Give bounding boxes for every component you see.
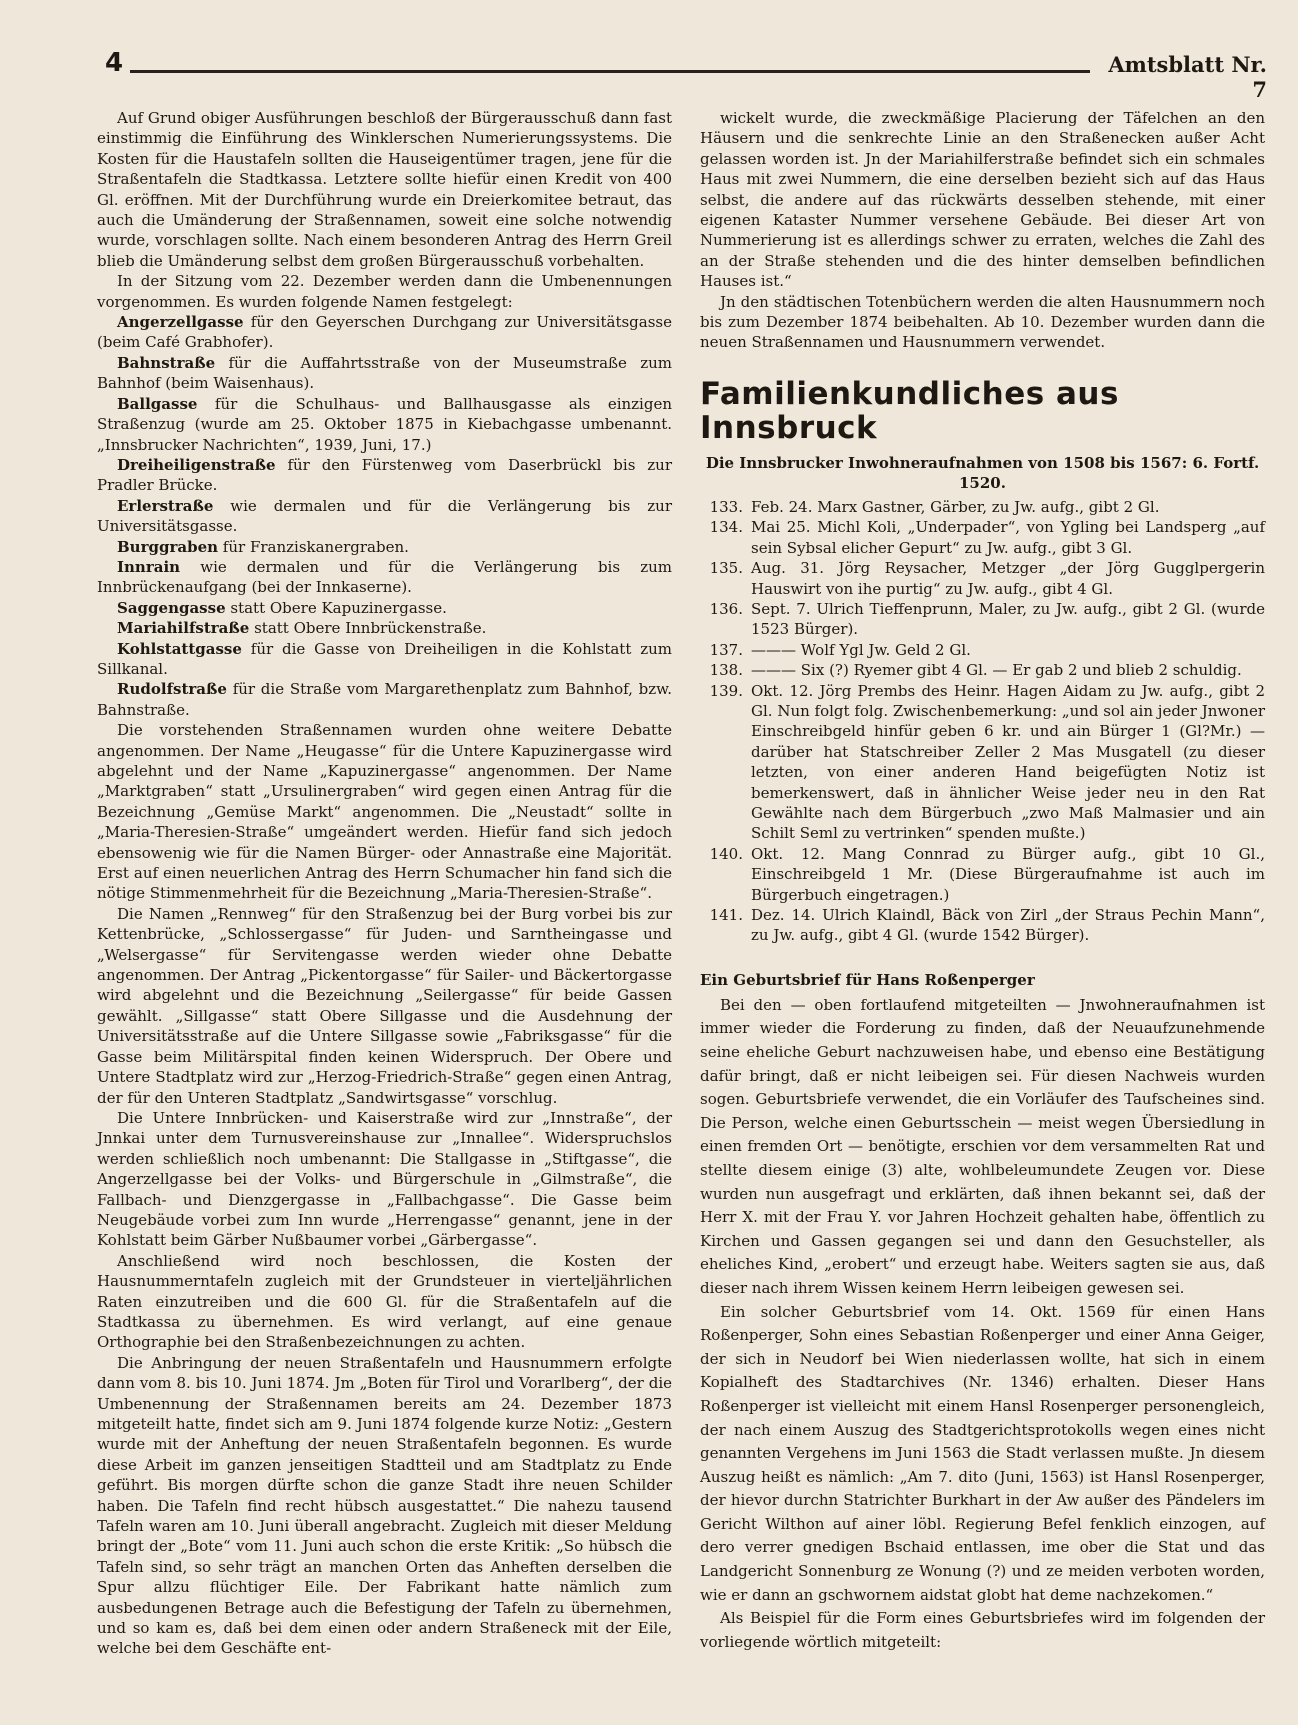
street-description: für die Schulhaus- und Ballhausgasse als einzigen Straßenzug (wurde am 25. Oktober 1875 in Kiebachgasse umbenannt. „Innsbrucker Nachrichten“, 1939, Juni, 17.): [97, 394, 672, 454]
section-subtitle: Die Innsbrucker Inwohneraufnahmen von 1508 bis 1567: 6. Fortf. 1520.: [705, 453, 1260, 492]
body-paragraph: Jn den städtischen Totenbüchern werden die alten Hausnummern noch bis zum Dezember 1874 beibehalten. Ab 10. Dezember wurden dann die neuen Straßennamen und Hausnummern verwendet.: [700, 292, 1265, 352]
intro-paragraph: In der Sitzung vom 22. Dezember werden dann die Umbenennungen vorgenommen. Es wurden folgende Namen festgelegt:: [97, 272, 672, 311]
entry-number: 138.: [709, 661, 743, 680]
entry-text: ——— Wolf Ygl Jw. Geld 2 Gl.: [751, 640, 971, 659]
street-name: Bahnstraße: [117, 353, 216, 372]
entry-number: 133.: [709, 497, 743, 516]
street-name: Burggraben: [117, 537, 219, 556]
street-description: statt Obere Innbrückenstraße.: [249, 619, 487, 638]
street-entry: [97, 598, 672, 618]
section-title: Familienkundliches aus Innsbruck: [700, 375, 1119, 446]
body-paragraph: Bei den — oben fortlaufend mitgeteilten — Jnwohneraufnahmen ist immer wieder die Forderung zu finden, daß der Neuaufzunehmende seine eheliche Geburt nachzuweisen habe, und ebenso eine Bestätigung dafür bringt, daß er nicht leibeigen sei. Für diesen Nachweis wurden sogen. Geburtsbriefe verwendet, die ein Vorläufer des Taufscheines sind. Die Person, welche einen Geburtsschein — meist wegen Übersiedlung in einen fremden Ort — benötigte, erschien vor dem versammelten Rat und stellte diesem einige (3) alte, wohlbeleumundete Zeugen vor. Diese wurden nun ausgefragt und erklärten, daß ihnen bekannt sei, daß der Herr X. mit der Frau Y. vor Jahren Hochzeit gehalten habe, öffentlich zu Kirchen und Gassen gegangen sei und dann den Gesuchsteller, als eheliches Kind, „erobert“ und erzeugt habe. Weiters sagten sie aus, daß dieser nach ihrem Wissen keinem Herrn leibeigen gewesen sei.: [700, 995, 1265, 1297]
entry-text: Okt. 12. Jörg Prembs des Heinr. Hagen Aidam zu Jw. aufg., gibt 2 Gl. Nun folgt folg. Zwischenbemerkung: „und sol ain jeder Jnwoner Einschreibgeld hinfür geben 6 kr. und ain Bürger 1 (Gl?Mr.) — darüber hat Statschreiber Zeller 2 Mas Musgatell (zu dieser letzten, von einer anderen Hand beigefügten Notiz ist bemerkenswert, daß in ähnlicher Weise jeder neu in den Rat Gewählte nach dem Bürgerbuch „zwo Maß Malmasier und ain Schilt Seml zu vertrinken“ spenden mußte.): [751, 681, 1265, 843]
entry-text: Dez. 14. Ulrich Klaindl, Bäck von Zirl „der Straus Pechin Mann“, zu Jw. aufg., gibt 4 Gl. (wurde 1542 Bürger).: [751, 906, 1265, 945]
street-description: für die Straße vom Margarethenplatz zum Bahnhof, bzw. Bahnstraße.: [97, 680, 672, 719]
street-description: für den Fürstenweg vom Daserbrückl bis zur Pradler Brücke.: [97, 455, 672, 495]
entry-number: 136.: [709, 599, 743, 618]
entry-number: 134.: [709, 518, 743, 537]
body-paragraph: wickelt wurde, die zweckmäßige Placierung der Täfelchen an den Häusern und die senkrechte Linie an den Straßenecken außer Acht gelassen worden ist. Jn der Mariahilferstraße befindet sich ein schmales Haus mit zwei Nummern, die eine derselben bezieht sich auf das Haus selbst, die andere auf das rückwärts desselben stehende, mit einer eigenen Kataster Nummer versehene Gebäude. Bei dieser Art von Nummerierung ist es allerdings schwer zu erraten, welches die Zahl des an der Straße stehenden und die des hinter demselben befindlichen Hauses ist.“: [700, 109, 1265, 291]
body-paragraph: Die Namen „Rennweg“ für den Straßenzug bei der Burg vorbei bis zur Kettenbrücke, „Schlossergasse“ für Juden- und Sarntheingasse und „Welsergasse“ für Servitengasse werden wieder ohne Debatte angenommen. Der Antrag „Pickentorgasse“ für Sailer- und Bäckertorgasse wird abgelehnt und die Bezeichnung „Seilergasse“ für beide Gassen gewählt. „Sillgasse“ statt Obere Sillgasse und die Ausdehnung der Universitätsstraße auf die Untere Sillgasse sowie „Fabriksgasse“ für die Gasse beim Militärspital finden keinen Widerspruch. Der Obere und Untere Stadtplatz wird zur „Herzog-Friedrich-Straße“ gegen einen Antrag, der für den Unteren Stadtplatz „Sandwirtsgasse“ vorschlug.: [97, 904, 672, 1107]
entry-text: Feb. 24. Marx Gastner, Gärber, zu Jw. aufg., gibt 2 Gl.: [751, 497, 1160, 516]
street-name: Mariahilfstraße: [117, 619, 250, 638]
entry-number: 139.: [709, 681, 743, 700]
street-description: für die Auffahrtsstraße von der Museumstraße zum Bahnhof (beim Waisenhaus).: [97, 353, 672, 393]
entry-text: Okt. 12. Mang Connrad zu Bürger aufg., gibt 10 Gl., Einschreibgeld 1 Mr. (Diese Bürgeraufnahme ist auch im Bürgerbuch eingetragen.): [751, 844, 1265, 904]
body-paragraph: Ein solcher Geburtsbrief vom 14. Okt. 1569 für einen Hans Roßenperger, Sohn eines Sebastian Roßenperger und einer Anna Geiger, der sich in Neudorf bei Wien niederlassen wollte, hat sich in einem Kopialheft des Stadtarchives (Nr. 1346) erhalten. Dieser Hans Roßenperger ist vielleicht mit einem Hansl Rosenperger personengleich, der nach einem Auszug des Stadtgerichtsprotokolls wegen eines nicht genannten Vergehens im Juni 1563 die Stadt verlassen mußte. Jn diesem Auszug heißt es nämlich: „Am 7. dito (Juni, 1563) ist Hansl Rosenperger, der hievor durchn Statrichter Burkhart in der Aw außer des Pändelers im Gericht Wilthon auf ainer löbl. Regierung Befel fenklich einzogen, auf dero verrer gnedigen Bschaid entlassen, ime ober die Stat und das Landgericht Sonnenburg ze Wonung (?) und ze meiden verboten worden, wie er dann an gschwornem aidstat globt hat deme nachzekomen.“: [700, 1302, 1265, 1604]
entry-text: ——— Six (?) Ryemer gibt 4 Gl. — Er gab 2 und blieb 2 schuldig.: [751, 661, 1242, 680]
entry-text: Mai 25. Michl Koli, „Underpader“, von Ygling bei Landsperg „auf sein Sybsal elicher Gepurt“ zu Jw. aufg., gibt 3 Gl.: [751, 518, 1265, 557]
publication-title: Amtsblatt Nr. 7: [1108, 52, 1267, 102]
birth-letter-heading: Ein Geburtsbrief für Hans Roßenperger: [700, 970, 1035, 989]
entry-text: Sept. 7. Ulrich Tieffenprunn, Maler, zu Jw. aufg., gibt 2 Gl. (wurde 1523 Bürger).: [751, 599, 1265, 639]
entry-number: 137.: [709, 640, 743, 659]
register-entry: [700, 640, 1265, 660]
register-entry: [700, 558, 1265, 599]
street-name: Saggengasse: [117, 598, 226, 617]
register-entry: [700, 517, 1265, 558]
header-rule: [130, 70, 1090, 73]
register-entry: [700, 599, 1265, 640]
entry-number: 140.: [709, 844, 743, 863]
street-description: für den Geyerschen Durchgang zur Universitätsgasse (beim Café Grabhofer).: [97, 313, 672, 352]
street-entry: [97, 639, 672, 680]
street-description: für Franziskanergraben.: [218, 537, 409, 556]
street-entry: [97, 618, 672, 638]
street-entry: [97, 679, 672, 720]
entry-number: 141.: [709, 906, 743, 924]
intro-paragraph: Auf Grund obiger Ausführungen beschloß der Bürgerausschuß dann fast einstimmig die Einführung des Winklerschen Numerierungssystems. Die Kosten für die Haustafeln sollten die Hauseigentümer tragen, jene für die Straßentafeln die Stadtkassa. Letztere sollte hiefür einen Kredit von 400 Gl. eröffnen. Mit der Durchführung wurde ein Dreierkomitee betraut, das auch die Umänderung der Straßennamen, soweit eine solche notwendig wurde, vorschlagen sollte. Nach einem besonderen Antrag des Herrn Greil blieb die Umänderung selbst dem großen Bürgerausschuß vorbehalten.: [97, 109, 672, 270]
body-paragraph: Die Anbringung der neuen Straßentafeln und Hausnummern erfolgte dann vom 8. bis 10. Juni 1874. Jm „Boten für Tirol und Vorarlberg“, der die Umbenennung der Straßennamen bereits am 24. Dezember 1873 mitgeteilt hatte, findet sich am 9. Juni 1874 folgende kurze Notiz: „Gestern wurde mit der Anheftung der neuen Straßentafeln begonnen. Es wurde diese Arbeit im ganzen jenseitigen Stadtteil und am Stadtplatz zu Ende geführt. Bis morgen dürfte schon die ganze Stadt ihre neuen Schilder haben. Die Tafeln find recht hübsch ausgestattet.“ Die nahezu tausend Tafeln waren am 10. Juni überall angebracht. Zugleich mit dieser Meldung bringt der „Bote“ vom 11. Juni auch schon die erste Kritik: „So hübsch die Tafeln sind, so sehr trägt an manchen Orten das Anheften derselben die Spur allzu flüchtiger Eile. Der Fabrikant hatte nämlich zum ausbedungenen Betrage auch die Befestigung der Tafeln zu übernehmen, und so kam es, daß bei dem einen oder andern Straßeneck mit der Eile, welche bei dem Geschäfte ent-: [97, 1353, 672, 1658]
body-paragraph: Anschließend wird noch beschlossen, die Kosten der Hausnummerntafeln zugleich mit der Grundsteuer in vierteljährlichen Raten einzutreiben und die 600 Gl. für die Straßentafeln auf die Stadtkassa zu übernehmen. Es wird verlangt, auf eine genaue Orthographie bei den Straßenbezeichnungen zu achten.: [97, 1251, 672, 1352]
street-entry: [97, 312, 672, 353]
register-entry: [700, 497, 1265, 517]
body-paragraph: Als Beispiel für die Form eines Geburtsbriefes wird im folgenden der vorliegende wörtlich mitgeteilt:: [700, 1609, 1265, 1651]
street-entry: [97, 537, 672, 557]
street-entry: [97, 557, 672, 598]
street-description: wie dermalen und für die Verlängerung bis zur Universitätsgasse.: [97, 496, 672, 536]
street-name: Erlerstraße: [117, 496, 214, 515]
street-name: Dreiheiligenstraße: [117, 455, 276, 474]
street-name: Angerzellgasse: [117, 313, 244, 332]
register-entry: [700, 681, 1265, 844]
street-name: Ballgasse: [117, 394, 198, 413]
street-entry: [97, 394, 672, 455]
street-description: für die Gasse von Dreiheiligen in die Kohlstatt zum Sillkanal.: [97, 639, 672, 678]
street-entry: [97, 496, 672, 537]
left-column: [97, 108, 672, 1659]
street-name: Innrain: [117, 557, 181, 576]
street-name: Kohlstattgasse: [117, 639, 242, 658]
street-description: statt Obere Kapuzinergasse.: [225, 598, 447, 617]
street-description: wie dermalen und für die Verlängerung bis zum Innbrückenaufgang (bei der Innkaserne).: [97, 557, 672, 597]
right-column: [700, 108, 1265, 1654]
register-entry: [700, 905, 1265, 946]
body-paragraph: Die Untere Innbrücken- und Kaiserstraße wird zur „Innstraße“, der Jnnkai unter dem Turnusvereinshause zur „Innallee“. Widerspruchslos werden schließlich noch umbenannt: Die Stallgasse in „Stiftgasse“, die Angerzellgasse bei der Volks- und Bürgerschule in „Gilmstraße“, die Fallbach- und Dienzgergasse in „Fallbachgasse“. Die Gasse beim Neugebäude vorbei zum Inn wurde „Herrengasse“ genannt, jene in der Kohlstatt beim Gärber Nußbaumer vorbei „Gärbergasse“.: [97, 1108, 672, 1250]
entry-text: Aug. 31. Jörg Reysacher, Metzger „der Jörg Gugglpergerin Hauswirt von ihe purtig“ zu Jw. aufg., gibt 4 Gl.: [751, 559, 1265, 598]
street-name: Rudolfstraße: [117, 680, 227, 699]
register-entry: [700, 844, 1265, 905]
body-paragraph: Die vorstehenden Straßennamen wurden ohne weitere Debatte angenommen. Der Name „Heugasse“ für die Untere Kapuzinergasse wird abgelehnt und der Name „Kapuzinergasse“ angenommen. Der Name „Marktgraben“ statt „Ursulinergraben“ wird gegen einen Antrag für die Bezeichnung „Gemüse Markt“ angenommen. Die „Neustadt“ sollte in „Maria-Theresien-Straße“ umgeändert werden. Hiefür fand sich jedoch ebensowenig wie für die Namen Bürger- oder Annastraße eine Majorität. Erst auf einen neuerlichen Antrag des Herrn Schumacher hin fand sich die nötige Stimmenmehrheit für die Bezeichnung „Maria-Theresien-Straße“.: [97, 721, 672, 903]
street-entry: [97, 353, 672, 394]
page-number: 4: [105, 48, 124, 78]
register-entry: [700, 660, 1265, 680]
street-entry: [97, 455, 672, 496]
entry-number: 135.: [709, 559, 743, 578]
register-entries: [700, 497, 1265, 946]
